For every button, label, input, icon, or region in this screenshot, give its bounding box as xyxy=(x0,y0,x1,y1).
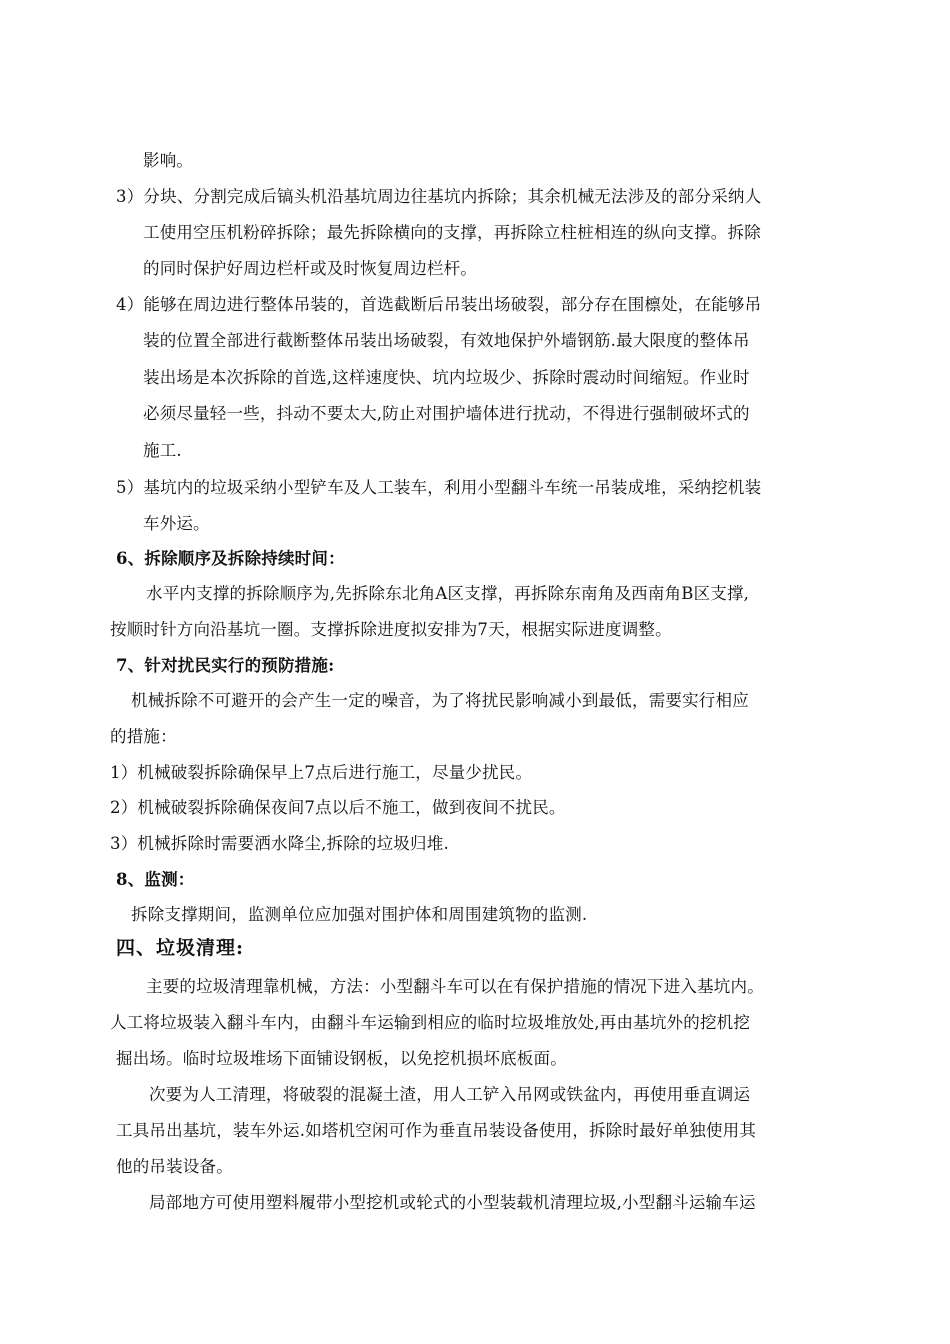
paragraph-line: 装的位置全部进行截断整体吊装出场破裂，有效地保护外墙钢筋.最大限度的整体吊 xyxy=(143,331,750,350)
paragraph-line: 车外运。 xyxy=(143,514,210,533)
section-heading-7: 7、针对扰民实行的预防措施: xyxy=(116,656,335,675)
paragraph-line: 工使用空压机粉碎拆除；最先拆除横向的支撑，再拆除立柱桩相连的纵向支撑。拆除 xyxy=(143,223,761,242)
paragraph-line: 工具吊出基坑，装车外运.如塔机空闲可作为垂直吊装设备使用，拆除时最好单独使用其 xyxy=(116,1121,757,1140)
section-heading-8: 8、监测： xyxy=(116,870,195,889)
paragraph-line: 掘出场。临时垃圾堆场下面铺设钢板，以免挖机损坏底板面。 xyxy=(116,1049,567,1068)
paragraph-line: 次要为人工清理，将破裂的混凝土渣，用人工铲入吊网或铁盆内，再使用垂直调运 xyxy=(149,1085,751,1104)
paragraph-line: 影响。 xyxy=(143,151,194,170)
list-item-4: 4）能够在周边进行整体吊装的，首选截断后吊装出场破裂，部分存在围檩处，在能够吊 xyxy=(116,295,762,314)
paragraph-line: 的措施： xyxy=(110,727,177,746)
section-heading-6: 6、拆除顺序及拆除持续时间： xyxy=(116,549,345,568)
list-item-1: 1）机械破裂拆除确保早上7点后进行施工，尽量少扰民。 xyxy=(110,763,533,782)
chapter-heading: 四、垃圾清理: xyxy=(116,937,245,959)
paragraph-line: 局部地方可使用塑料履带小型挖机或轮式的小型装载机清理垃圾,小型翻斗运输车运 xyxy=(149,1193,756,1212)
paragraph-line: 人工将垃圾装入翻斗车内，由翻斗车运输到相应的临时垃圾堆放处,再由基坑外的挖机挖 xyxy=(110,1013,751,1032)
list-item-5: 5）基坑内的垃圾采纳小型铲车及人工装车，利用小型翻斗车统一吊装成堆，采纳挖机装 xyxy=(116,478,762,497)
list-item-3: 3）机械拆除时需要洒水降尘,拆除的垃圾归堆. xyxy=(110,834,449,853)
paragraph-line: 装出场是本次拆除的首选,这样速度快、坑内垃圾少、拆除时震动时间缩短。作业时 xyxy=(143,368,750,387)
list-item-2: 2）机械破裂拆除确保夜间7点以后不施工，做到夜间不扰民。 xyxy=(110,798,566,817)
paragraph-line: 水平内支撑的拆除顺序为,先拆除东北角A区支撑，再拆除东南角及西南角B区支撑, xyxy=(146,584,750,603)
paragraph-line: 必须尽量轻一些，抖动不要太大,防止对围护墙体进行扰动，不得进行强制破坏式的 xyxy=(143,404,750,423)
paragraph-line: 他的吊装设备。 xyxy=(116,1157,233,1176)
paragraph-line: 拆除支撑期间，监测单位应加强对围护体和周围建筑物的监测. xyxy=(131,905,588,924)
paragraph-line: 按顺时针方向沿基坑一圈。支撑拆除进度拟安排为7天，根据实际进度调整。 xyxy=(110,620,672,639)
paragraph-line: 施工. xyxy=(143,441,182,460)
paragraph-line: 的同时保护好周边栏杆或及时恢复周边栏杆。 xyxy=(143,259,477,278)
paragraph-line: 机械拆除不可避开的会产生一定的噪音，为了将扰民影响减小到最低，需要实行相应 xyxy=(131,691,749,710)
list-item-3: 3）分块、分割完成后镐头机沿基坑周边往基坑内拆除；其余机械无法涉及的部分采纳人 xyxy=(116,187,762,206)
paragraph-line: 主要的垃圾清理靠机械，方法：小型翻斗车可以在有保护措施的情况下进入基坑内。 xyxy=(146,977,764,996)
